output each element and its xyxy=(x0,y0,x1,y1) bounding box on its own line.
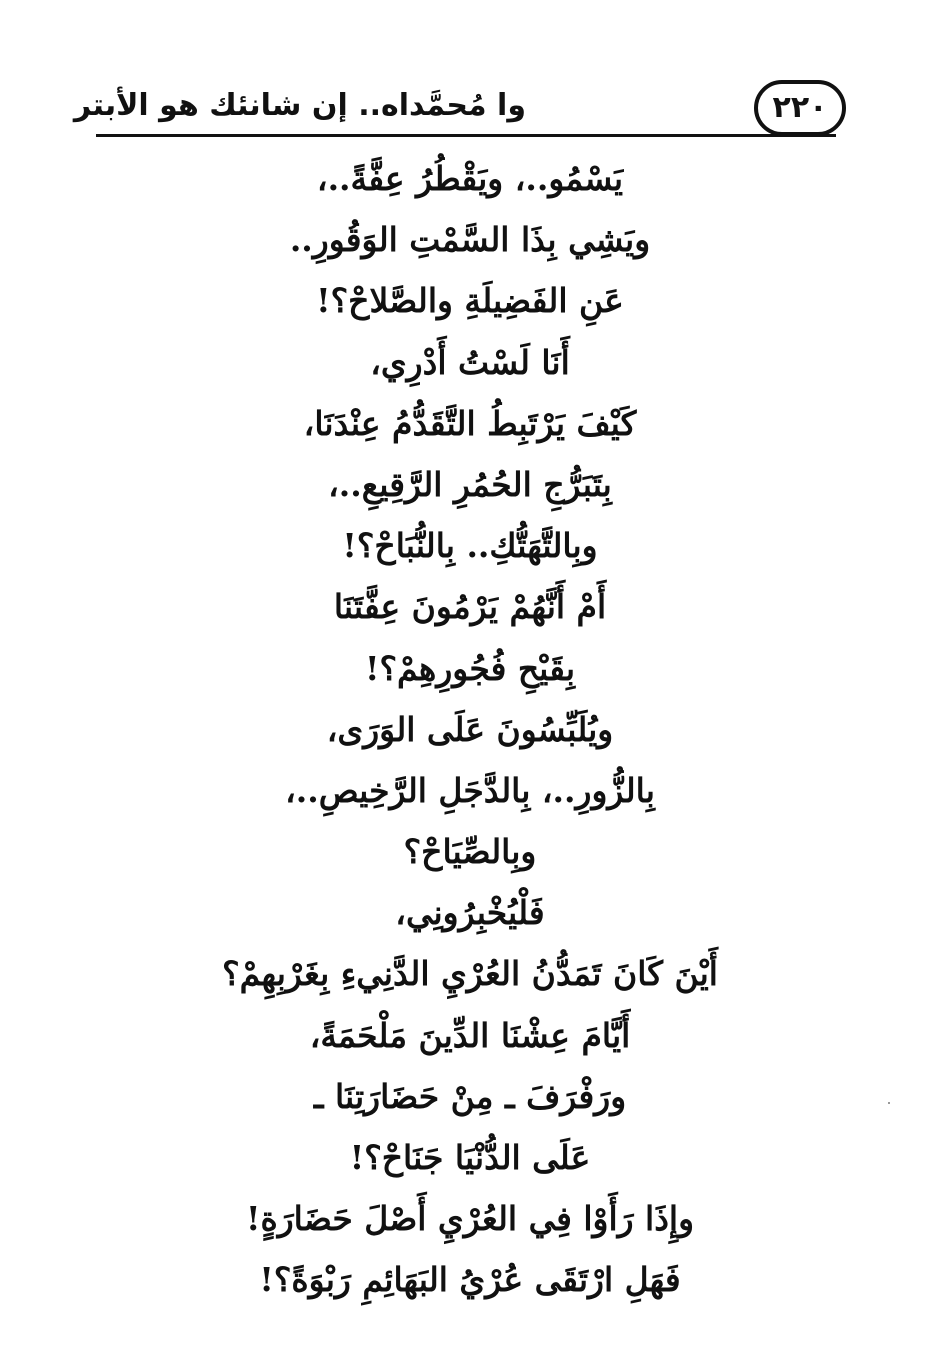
header-divider xyxy=(96,134,836,137)
poem-line: وإِذَا رَأَوْا فِي العُرْيِ أَصْلَ حَضَارَةٍ! xyxy=(245,1199,695,1239)
poem-text xyxy=(200,148,740,1311)
poem-line: أَيَّامَ عِشْنَا الدِّينَ مَلْحَمَةً، xyxy=(309,1015,631,1055)
poem-line: أَمْ أَنَّهُمْ يَرْمُونَ عِفَّتَنَا xyxy=(333,587,607,627)
poem-line: بِقَيْحِ فُجُورِهِمْ؟! xyxy=(364,648,576,688)
running-header xyxy=(73,72,846,138)
poem-line: ويَشِي بِذَا السَّمْتِ الوَقُورِ.. xyxy=(289,220,651,260)
poem-line: ويُلَبِّسُونَ عَلَى الوَرَى، xyxy=(326,709,614,749)
poem-line: بِالزُّورِ..، بِالدَّجَلِ الرَّخِيصِ..، xyxy=(285,770,655,810)
running-title: وا مُحمَّداه.. إن شانئك هو الأبتر xyxy=(73,88,526,123)
poem-line: أَيْنَ كَانَ تَمَدُّنُ العُرْيِ الدَّنِيءِ بِغَرْبِهِمْ؟ xyxy=(222,954,718,994)
poem-line: ورَفْرَفَ ـ مِنْ حَضَارَتِنَا ـ xyxy=(313,1076,627,1116)
poem-line: عَلَى الدُّنْيَا جَنَاحْ؟! xyxy=(349,1138,591,1177)
poem-line: فَهَلِ ارْتَقَى عُرْيُ البَهَائِمِ رَبْوَةً؟! xyxy=(259,1260,681,1300)
poem-line: كَيْفَ يَرْتَبِطُ التَّقَدُّمُ عِنْدَنَا، xyxy=(303,403,637,443)
scan-speck xyxy=(888,1102,890,1104)
poem-line: يَسْمُو..، ويَقْطُرُ عِفَّةً..، xyxy=(316,159,624,198)
poem-line: فَلْيُخْبِرُونِي، xyxy=(395,893,545,933)
poem-line: أَنَا لَسْتُ أَدْرِي، xyxy=(370,342,570,382)
poem-line: عَنِ الفَضِيلَةِ والصَّلاحْ؟! xyxy=(316,281,624,321)
poem-line: وبِالصِّيَاحْ؟ xyxy=(403,832,537,872)
poem-line: بِتَبَرُّجِ الحُمُرِ الرَّقِيعِ..، xyxy=(328,464,612,504)
poem-line: وبِالتَّهَتُّكِ.. بِالنُّبَاحْ؟! xyxy=(342,526,598,566)
page-number-badge: ٢٢٠ xyxy=(754,80,846,136)
